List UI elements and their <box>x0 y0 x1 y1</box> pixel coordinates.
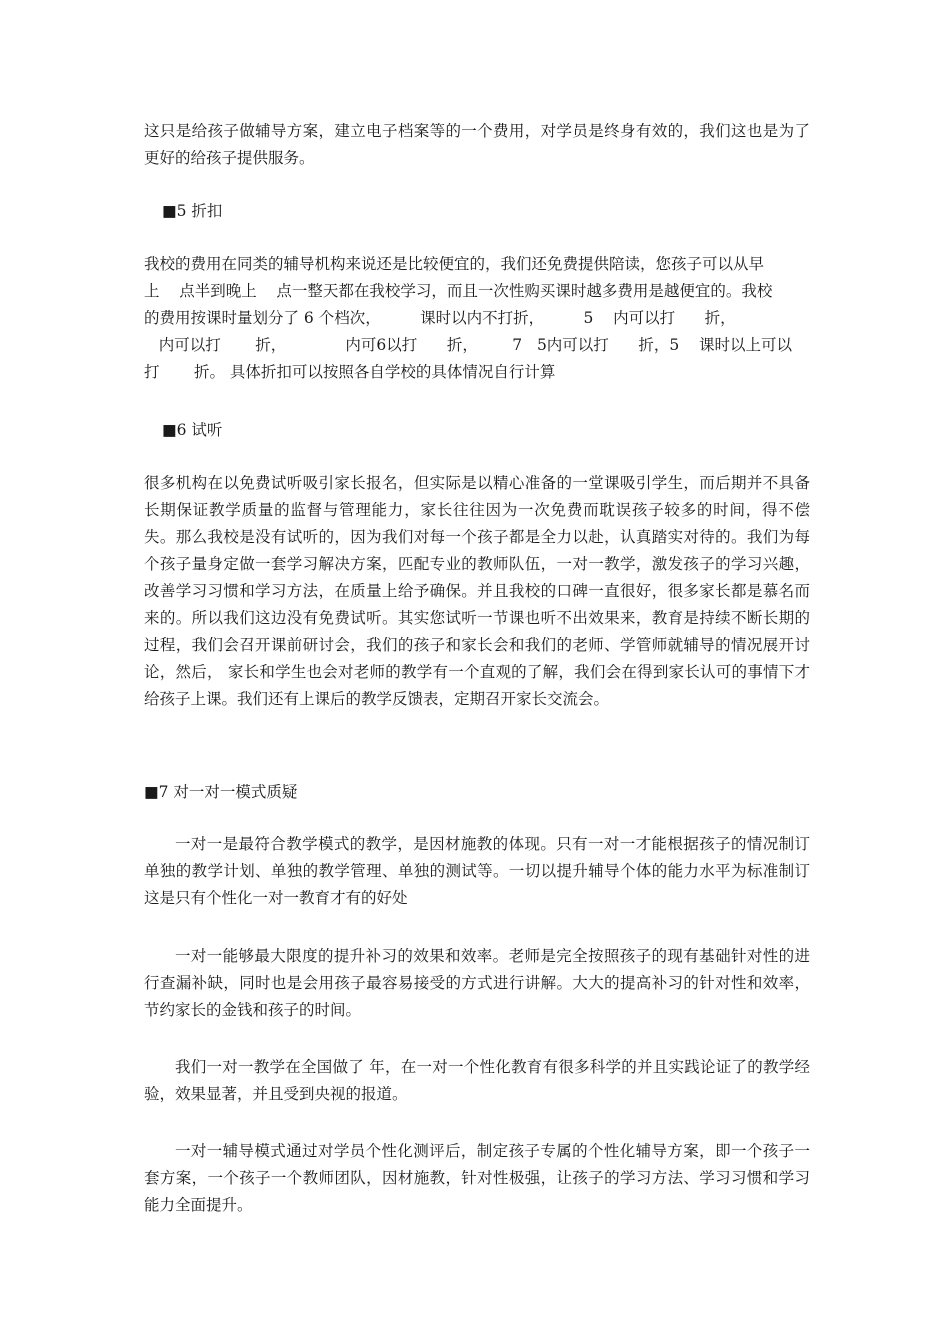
section-heading-discount: ■5 折扣 <box>162 202 223 220</box>
discount-line: 打 折。 具体折扣可以按照各自学校的具体情况自行计算 <box>144 363 556 381</box>
paragraph-one-on-one-1: 一对一是最符合教学模式的教学，是因材施教的体现。只有一对一才能根据孩子的情况制订单独的教学计划、单独的教学管理、单独的测试等。一切以提升辅导个体的能力水平为标准制订 这是只有个性化一对一教育才有的好处 <box>144 835 810 907</box>
section-heading-trial: ■6 试听 <box>162 421 223 439</box>
paragraph-intro: 这只是给孩子做辅导方案，建立电子档案等的一个费用，对学员是终身有效的，我们这也是为了更好的给孩子提供服务。 <box>144 122 810 167</box>
discount-line: 上 点半到晚上 点一整天都在我校学习，而且一次性购买课时越多费用是越便宜的。我校 <box>144 282 773 300</box>
discount-line: 我校的费用在同类的辅导机构来说还是比较便宜的，我们还免费提供陪读，您孩子可以从早 <box>144 255 765 273</box>
discount-line: 内可以打 折， 内可6以打 折， 7 5内可以打 折，5 课时以上可以 <box>144 336 792 354</box>
paragraph-trial: 很多机构在以免费试听吸引家长报名，但实际是以精心准备的一堂课吸引学生，而后期并不具备长期保证教学质量的监督与管理能力，家长往往因为一次免费而耽误孩子较多的时间，得不偿失。那么我校是没有试听的，因为我们对每一个孩子都是全力以赴，认真踏实对待的。我们为每个孩子量身定做一套学习解决方案，匹配专业的教师队伍，一对一教学，激发孩子的学习兴趣，改善学习习惯和学习方法，在质量上给予确保。并且我校的口碑一直很好，很多家长都是慕名而来的。所以我们这边没有免费试听。其实您试听一节课也听不出效果来，教育是持续不断长期的过程，我们会召开课前研讨会，我们的孩子和家长会和我们的老师、学管师就辅导的情况展开讨论，然后， 家长和学生也会对老师的教学有一个直观的了解，我们会在得到家长认可的事情下才给孩子上课。我们还有上课后的教学反馈表，定期召开家长交流会。 <box>144 474 810 708</box>
paragraph-one-on-one-4: 一对一辅导模式通过对学员个性化测评后，制定孩子专属的个性化辅导方案，即一个孩子一套方案，一个孩子一个教师团队，因材施教，针对性极强，让孩子的学习方法、学习习惯和学习能力全面提升。 <box>144 1142 810 1214</box>
paragraph-discount <box>144 251 810 386</box>
paragraph-one-on-one-2: 一对一能够最大限度的提升补习的效果和效率。老师是完全按照孩子的现有基础针对性的进行查漏补缺，同时也是会用孩子最容易接受的方式进行讲解。大大的提高补习的针对性和效率，节约家长的金钱和孩子的时间。 <box>144 947 810 1019</box>
discount-line: 的费用按课时量划分了 6 个档次， 课时以内不打折， 5 内可以打 折， <box>144 309 736 327</box>
section-heading-one-on-one: ■7 对一对一模式质疑 <box>144 783 298 801</box>
paragraph-one-on-one-3: 我们一对一教学在全国做了 年，在一对一个性化教育有很多科学的并且实践论证了的教学经验，效果显著，并且受到央视的报道。 <box>144 1058 810 1103</box>
